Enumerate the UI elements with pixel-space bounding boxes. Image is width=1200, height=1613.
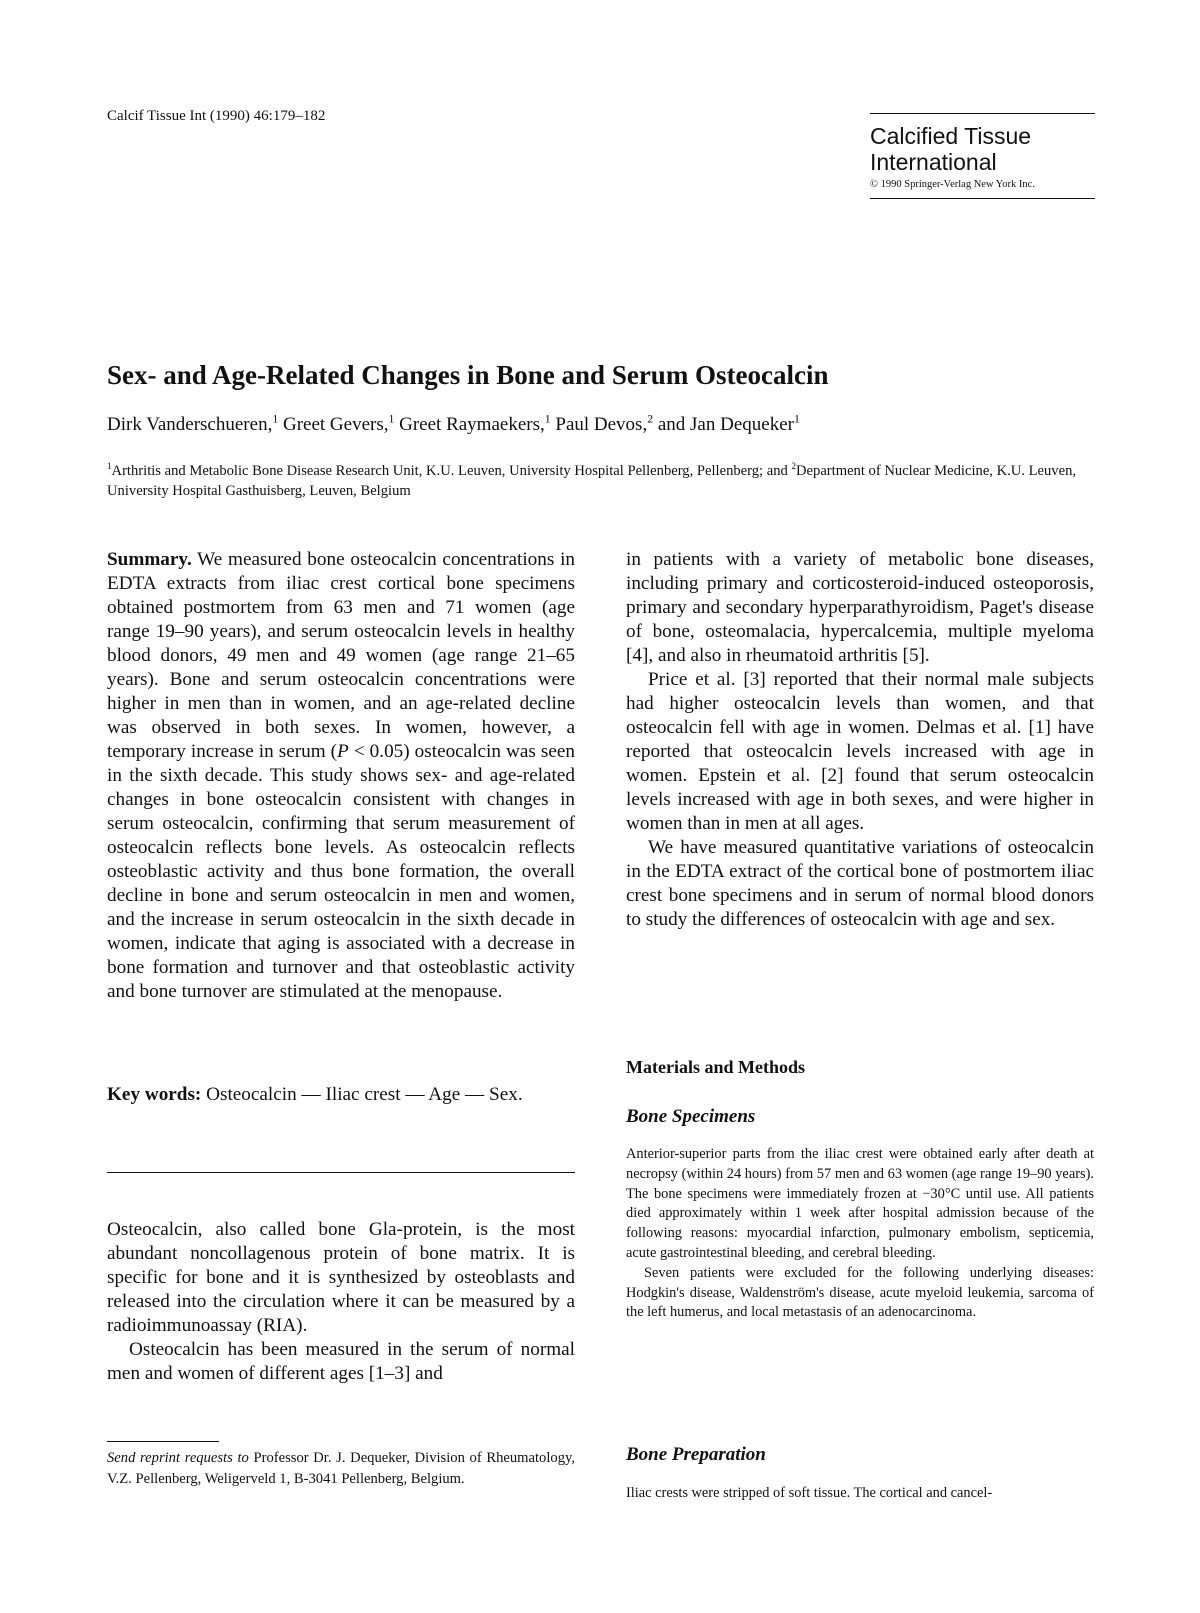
affiliation-mark: 2 xyxy=(791,461,797,472)
summary-text: < 0.05) osteocalcin was seen in the sixth decade. This study shows sex- and age-related changes in bone osteocalcin consistent with changes in serum osteocalcin, confirming that serum measurement of osteocalcin reflects bone levels. As osteocalcin reflects osteoblastic activity and thus bone formation, the overall decline in bone and serum osteocalcin in men and women, and the increase in serum osteocalcin in the sixth decade in women, indicate that aging is associated with a decrease in bone formation and turnover and that osteoblastic activity and bone turnover are stimulated at the menopause. xyxy=(107,741,575,1002)
intro-paragraph: Osteocalcin has been measured in the serum of normal men and women of different ages [1–3] and xyxy=(107,1339,575,1384)
journal-citation: Calcif Tissue Int (1990) 46:179–182 xyxy=(107,108,326,124)
keywords-block xyxy=(107,1083,575,1107)
journal-name-line2: International xyxy=(870,149,997,175)
author-affiliation-mark: 1 xyxy=(272,412,279,426)
author-name: Paul Devos, xyxy=(550,414,648,435)
keywords-label: Key words: xyxy=(107,1084,202,1105)
footnote-divider xyxy=(107,1441,219,1442)
intro-paragraph: We have measured quantitative variations of osteocalcin in the EDTA extract of the cortical bone of postmortem iliac crest bone specimens and in serum of normal blood donors to study the differences of osteocalcin with age and sex. xyxy=(626,837,1094,930)
methods-paragraph: Iliac crests were stripped of soft tissue. The cortical and cancel- xyxy=(626,1485,993,1501)
affiliation-text: Arthritis and Metabolic Bone Disease Research Unit, K.U. Leuven, University Hospital Pellenberg, Pellenberg; and xyxy=(111,463,792,479)
keywords-text: Osteocalcin — Iliac crest — Age — Sex. xyxy=(201,1084,523,1105)
affiliation-mark: 1 xyxy=(107,461,112,472)
author-affiliation-mark: 1 xyxy=(388,412,395,426)
footnote-label: Send reprint requests to xyxy=(107,1450,249,1466)
summary-label: Summary. xyxy=(107,549,192,570)
author-name: Greet Raymaekers, xyxy=(394,414,545,435)
p-value-symbol: P xyxy=(337,741,349,762)
author-name: and Jan Dequeker xyxy=(653,414,794,435)
bone-specimens-text xyxy=(626,1145,1094,1323)
affiliations xyxy=(107,461,1092,501)
journal-name-line1: Calcified Tissue xyxy=(870,123,1032,149)
methods-paragraph: Seven patients were excluded for the following underlying diseases: Hodgkin's disease, Waldenström's disease, acute myeloid leukemia, sarcoma of the left humerus, and local metastasis of an adenocarcinoma. xyxy=(626,1264,1094,1321)
subsection-heading: Bone Preparation xyxy=(626,1444,766,1465)
author-affiliation-mark: 1 xyxy=(793,412,800,426)
keywords-paragraph xyxy=(107,1083,575,1107)
affiliation-text: Department of Nuclear Medicine, K.U. Leuven, University Hospital Gasthuisberg, Leuven, Belgium xyxy=(107,463,1077,499)
author-affiliation-mark: 2 xyxy=(647,412,654,426)
reprint-footnote xyxy=(107,1448,575,1489)
bone-preparation-text xyxy=(626,1484,1094,1504)
intro-left xyxy=(107,1218,575,1386)
intro-paragraph: in patients with a variety of metabolic bone diseases, including primary and corticosteroid-induced osteoporosis, primary and secondary hyperparathyroidism, Paget's disease of bone, osteomalacia, hypercalcemia, multiple myeloma [4], and also in rheumatoid arthritis [5]. xyxy=(626,549,1094,666)
intro-paragraph: Price et al. [3] reported that their normal male subjects had higher osteocalcin levels than women, and that osteocalcin fell with age in women. Delmas et al. [1] have reported that osteocalcin levels increased with age in women. Epstein et al. [2] found that serum osteocalcin levels increased with age in both sexes, and were higher in women than in men at all ages. xyxy=(626,669,1094,834)
summary-text: We measured bone osteocalcin concentrations in EDTA extracts from iliac crest cortical bone specimens obtained postmortem from 63 men and 71 women (age range 19–90 years), and serum osteocalcin levels in healthy blood donors, 49 men and 49 women (age range 21–65 years). Bone and serum osteocalcin concentrations were higher in men than in women, and an age-related decline was observed in both sexes. In women, however, a temporary increase in serum ( xyxy=(107,549,575,762)
section-divider xyxy=(107,1172,575,1173)
author-affiliation-mark: 1 xyxy=(544,412,551,426)
subsection-heading: Bone Specimens xyxy=(626,1106,756,1127)
intro-right xyxy=(626,548,1094,932)
article-title: Sex- and Age-Related Changes in Bone and Serum Osteocalcin xyxy=(107,360,829,390)
methods-paragraph: Anterior-superior parts from the iliac crest were obtained early after death at necropsy (within 24 hours) from 57 men and 63 women (age range 19–90 years). The bone specimens were immediately frozen at −30°C until use. All patients died approximately within 1 week after hospital admission because of the following reasons: myocardial infarction, pulmonary embolism, septicemia, acute gastrointestinal bleeding, and cerebral bleeding. xyxy=(626,1146,1094,1261)
footnote-text: Professor Dr. J. Dequeker, Division of Rheumatology, V.Z. Pellenberg, Weligerveld 1, B-3041 Pellenberg, Belgium. xyxy=(107,1450,575,1487)
summary-block xyxy=(107,548,575,1004)
journal-masthead xyxy=(870,113,1095,199)
summary-paragraph xyxy=(107,548,575,1004)
author-list xyxy=(107,414,800,436)
author-name: Greet Gevers, xyxy=(278,414,389,435)
copyright-notice: © 1990 Springer-Verlag New York Inc. xyxy=(870,179,1035,190)
methods-heading: Materials and Methods xyxy=(626,1057,805,1077)
author-name: Dirk Vanderschueren, xyxy=(107,414,273,435)
intro-paragraph: Osteocalcin, also called bone Gla-protein, is the most abundant noncollagenous protein of bone matrix. It is specific for bone and it is synthesized by osteoblasts and released into the circulation where it can be measured by a radioimmunoassay (RIA). xyxy=(107,1219,575,1336)
